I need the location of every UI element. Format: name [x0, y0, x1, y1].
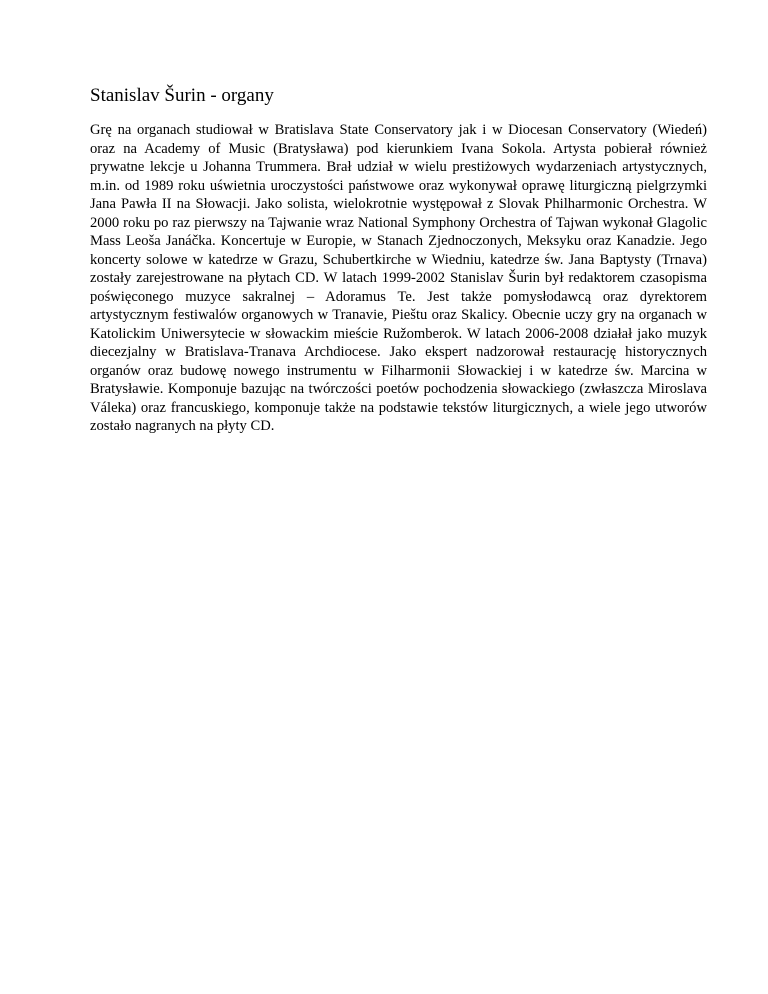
document-title: Stanislav Šurin - organy	[90, 85, 274, 106]
document-body-paragraph: Grę na organach studiował w Bratislava State Conservatory jak i w Diocesan Conservatory (Wiedeń) oraz na Academy of Music (Bratysława) pod kierunkiem Ivana Sokola. Artysta pobierał również prywatne lekcje u Johanna Trummera. Brał udział w wielu prestiżowych wydarzeniach artystycznych, m.in. od 1989 roku uświetnia uroczystości państwowe oraz wykonywał oprawę liturgiczną pielgrzymki Jana Pawła II na Słowacji. Jako solista, wielokrotnie występował z Slovak Philharmonic Orchestra. W 2000 roku po raz pierwszy na Tajwanie wraz National Symphony Orchestra of Tajwan wykonał Glagolic Mass Leoša Janáčka. Koncertuje w Europie, w Stanach Zjednoczonych, Meksyku oraz Kanadzie. Jego koncerty solowe w katedrze w Grazu, Schubertkirche w Wiedniu, katedrze św. Jana Baptysty (Trnava) zostały zarejestrowane na płytach CD. W latach 1999-2002 Stanislav Šurin był redaktorem czasopisma poświęconego muzyce sakralnej – Adoramus Te. Jest także pomysłodawcą oraz dyrektorem artystycznym festiwalów organowych w Tranavie, Pieštu oraz Skalicy. Obecnie uczy gry na organach w Katolickim Uniwersytecie w słowackim mieście Ružomberok. W latach 2006-2008 działał jako muzyk diecezjalny w Bratislava-Tranava Archdiocese. Jako ekspert nadzorował restaurację historycznych organów oraz budowę nowego instrumentu w Filharmonii Słowackiej i w katedrze św. Marcina w Bratysławie. Komponuje bazując na twórczości poetów pochodzenia słowackiego (zwłaszcza Miroslava Váleka) oraz francuskiego, komponuje także na podstawie tekstów liturgicznych, a wiele jego utworów zostało nagranych na płyty CD.	[90, 122, 707, 434]
